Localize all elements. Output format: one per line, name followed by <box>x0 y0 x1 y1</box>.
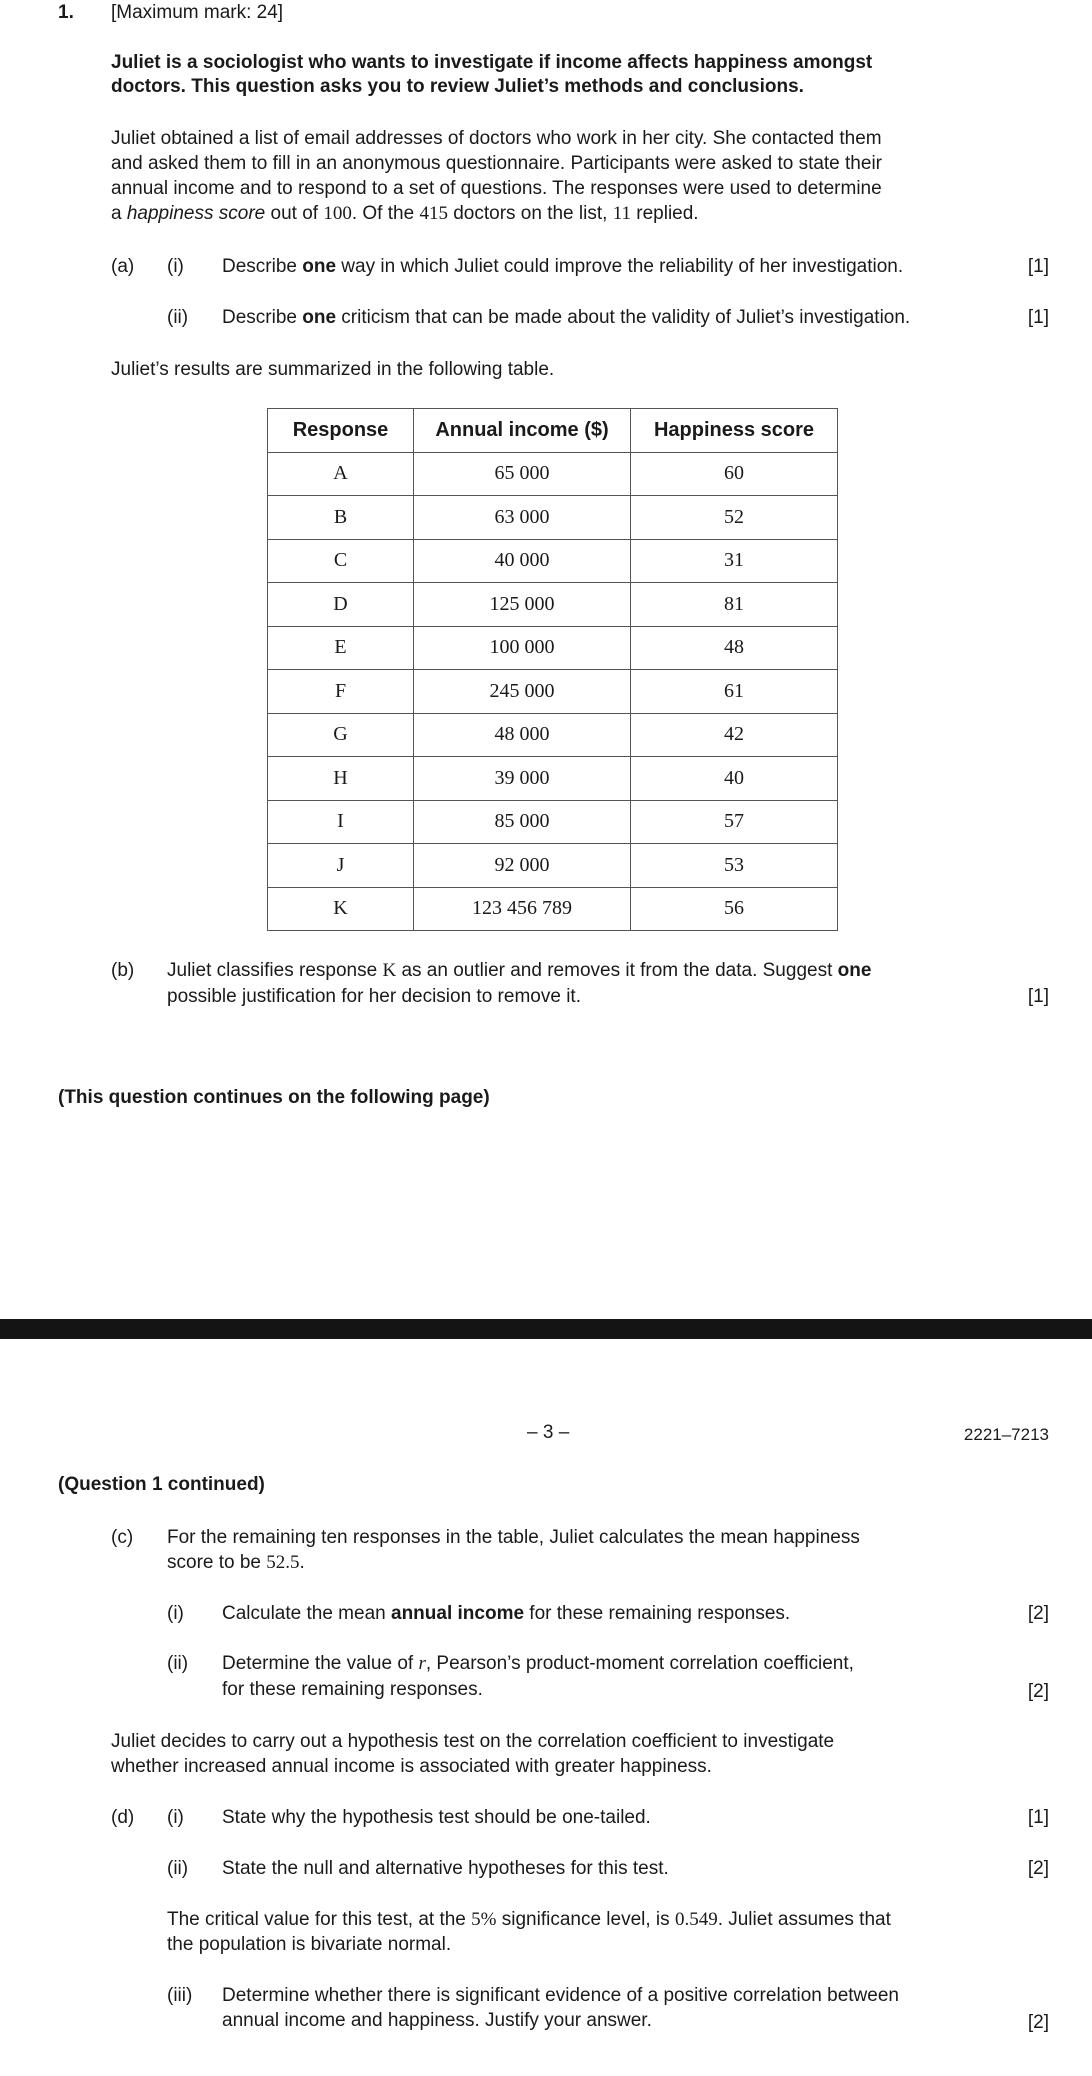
table-cell: 125 000 <box>414 583 631 627</box>
page-number: – 3 – <box>527 1422 570 1443</box>
part-c-i-text: Calculate the mean annual income for these remaining responses. <box>222 1603 791 1624</box>
continues-note: (This question continues on the following page) <box>58 1087 490 1108</box>
table-cell: I <box>268 800 414 844</box>
table-cell: B <box>268 496 414 540</box>
table-row <box>268 626 838 670</box>
table-cell: 245 000 <box>414 670 631 714</box>
table-header: Response <box>268 409 414 453</box>
table-row <box>268 452 838 496</box>
table-cell: 85 000 <box>414 800 631 844</box>
table-cell: 52 <box>631 496 838 540</box>
part-d-i-text: State why the hypothesis test should be one-tailed. <box>222 1807 651 1828</box>
part-a-i-label: (i) <box>167 256 184 277</box>
table-cell: 123 456 789 <box>414 887 631 931</box>
table-cell: F <box>268 670 414 714</box>
part-d-iii-line-2: annual income and happiness. Justify your answer. <box>222 2010 652 2031</box>
part-c-line-2: score to be 52.5. <box>167 1552 305 1573</box>
part-a-ii-mark: [1] <box>1027 307 1049 328</box>
part-a-i-text: Describe one way in which Juliet could improve the reliability of her investigation. <box>222 256 904 277</box>
table-header-row <box>268 409 838 453</box>
part-d-i-mark: [1] <box>1027 1807 1049 1828</box>
table-row <box>268 844 838 888</box>
table-cell: H <box>268 757 414 801</box>
part-a-label: (a) <box>111 256 135 277</box>
hypothesis-para-line-1: Juliet decides to carry out a hypothesis test on the correlation coefficient to investigate <box>111 1731 835 1752</box>
intro-bold-line-2: doctors. This question asks you to review Juliet’s methods and conclusions. <box>111 76 804 97</box>
table-cell: 40 000 <box>414 539 631 583</box>
method-line-1: Juliet obtained a list of email addresses of doctors who work in her city. She contacted them <box>111 128 882 149</box>
table-cell: 42 <box>631 713 838 757</box>
part-c-i-mark: [2] <box>1027 1603 1049 1624</box>
part-c-ii-line-2: for these remaining responses. <box>222 1679 483 1700</box>
part-c-label: (c) <box>111 1527 134 1548</box>
part-d-iii-mark: [2] <box>1027 2012 1049 2033</box>
part-d-label: (d) <box>111 1807 135 1828</box>
table-row <box>268 496 838 540</box>
table-cell: 53 <box>631 844 838 888</box>
part-d-ii-mark: [2] <box>1027 1858 1049 1879</box>
part-a-i-mark: [1] <box>1027 256 1049 277</box>
table-row <box>268 713 838 757</box>
part-c-line-1: For the remaining ten responses in the table, Juliet calculates the mean happiness <box>167 1527 860 1548</box>
table-row <box>268 887 838 931</box>
critical-value-line-1: The critical value for this test, at the 5% significance level, is 0.549. Juliet assumes that <box>167 1909 891 1930</box>
paper-code: 2221–7213 <box>963 1425 1049 1444</box>
method-line-4: a happiness score out of 100. Of the 415 doctors on the list, 11 replied. <box>111 203 699 224</box>
part-c-ii-line-1: Determine the value of r, Pearson’s product-moment correlation coefficient, <box>222 1653 854 1674</box>
table-row <box>268 800 838 844</box>
table-cell: 65 000 <box>414 452 631 496</box>
table-row <box>268 757 838 801</box>
table-cell: J <box>268 844 414 888</box>
part-a-ii-label: (ii) <box>167 307 189 328</box>
table-cell: 56 <box>631 887 838 931</box>
part-c-i-label: (i) <box>167 1603 184 1624</box>
table-cell: 63 000 <box>414 496 631 540</box>
question-number: 1. <box>58 2 74 23</box>
hypothesis-para-line-2: whether increased annual income is associated with greater happiness. <box>111 1756 712 1777</box>
table-intro: Juliet’s results are summarized in the following table. <box>111 359 555 380</box>
method-paragraph <box>111 126 882 226</box>
table-row <box>268 583 838 627</box>
part-d-ii-label: (ii) <box>167 1858 189 1879</box>
table-cell: K <box>268 887 414 931</box>
part-d-ii-text: State the null and alternative hypotheses for this test. <box>222 1858 669 1879</box>
method-line-2: and asked them to fill in an anonymous questionnaire. Participants were asked to state their <box>111 153 882 174</box>
part-d-iii-line-1: Determine whether there is significant evidence of a positive correlation between <box>222 1985 899 2006</box>
table-row <box>268 539 838 583</box>
table-cell: 57 <box>631 800 838 844</box>
question-continued: (Question 1 continued) <box>58 1474 265 1495</box>
table-cell: 81 <box>631 583 838 627</box>
part-b-label: (b) <box>111 960 135 981</box>
part-a-ii-text: Describe one criticism that can be made about the validity of Juliet’s investigation. <box>222 307 911 328</box>
table-cell: E <box>268 626 414 670</box>
part-d-iii-label: (iii) <box>167 1985 193 2006</box>
part-b-mark: [1] <box>1027 986 1049 1007</box>
part-b-line-1: Juliet classifies response K as an outlier and removes it from the data. Suggest one <box>167 960 872 981</box>
table-header: Annual income ($) <box>414 409 631 453</box>
table-cell: 48 000 <box>414 713 631 757</box>
table-cell: A <box>268 452 414 496</box>
maximum-mark: [Maximum mark: 24] <box>111 2 284 23</box>
table-cell: 61 <box>631 670 838 714</box>
table-cell: 40 <box>631 757 838 801</box>
method-line-3: annual income and to respond to a set of questions. The responses were used to determine <box>111 178 882 199</box>
table-cell: 60 <box>631 452 838 496</box>
part-c-ii-mark: [2] <box>1027 1681 1049 1702</box>
table-cell: C <box>268 539 414 583</box>
table-cell: 100 000 <box>414 626 631 670</box>
table-cell: 92 000 <box>414 844 631 888</box>
results-table <box>267 408 838 931</box>
part-b-line-2: possible justification for her decision to remove it. <box>167 986 581 1007</box>
table-cell: G <box>268 713 414 757</box>
critical-value-line-2: the population is bivariate normal. <box>167 1934 452 1955</box>
table-cell: 31 <box>631 539 838 583</box>
table-cell: D <box>268 583 414 627</box>
table-header: Happiness score <box>631 409 838 453</box>
table-row <box>268 670 838 714</box>
table-cell: 39 000 <box>414 757 631 801</box>
table-cell: 48 <box>631 626 838 670</box>
part-d-i-label: (i) <box>167 1807 184 1828</box>
intro-bold-line-1: Juliet is a sociologist who wants to investigate if income affects happiness amongst <box>111 52 873 73</box>
part-c-ii-label: (ii) <box>167 1653 189 1674</box>
page-divider <box>0 1319 1092 1339</box>
